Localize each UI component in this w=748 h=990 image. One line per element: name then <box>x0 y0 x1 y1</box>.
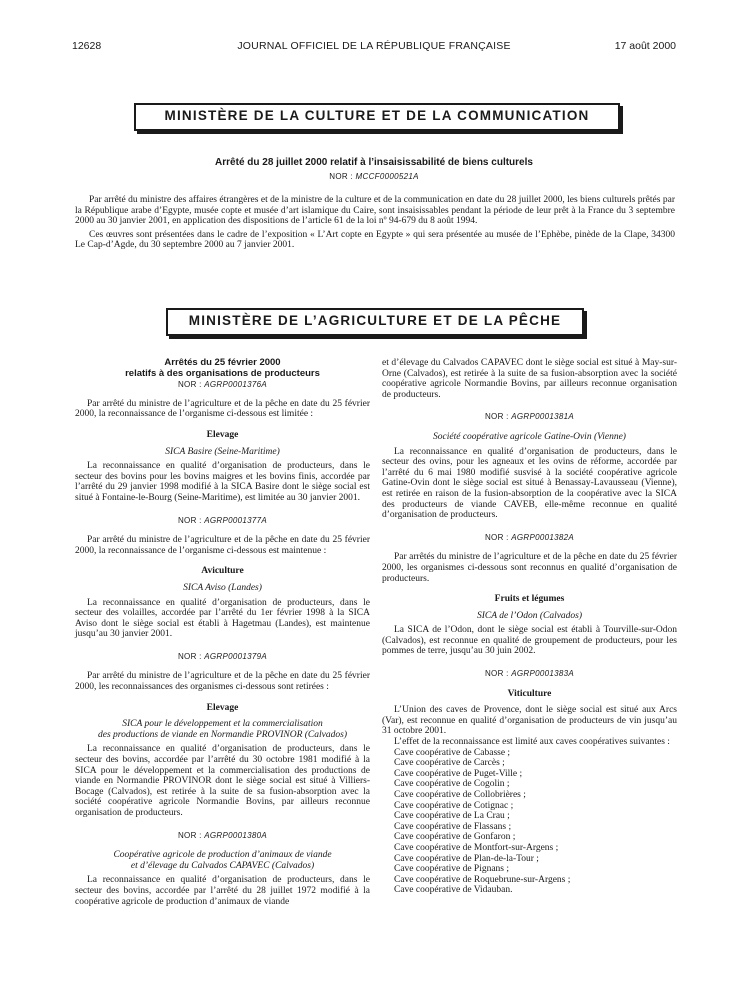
ministry-agriculture-heading: MINISTÈRE DE L’AGRICULTURE ET DE LA PÊCHE <box>166 308 584 336</box>
paragraph: La reconnaissance en qualité d’organisation de producteurs, dans le secteur des bovins pour les bovins maigres et les bovins finis, accordée par l’arrêté du 29 janvier 1998 modifié à la SICA Basire dont le siège social est situé à Fontaine-le-Bourg (Seine-Maritime), est limitée au 30 janvier 2001. <box>75 461 370 503</box>
journal-title: JOURNAL OFFICIEL DE LA RÉPUBLIQUE FRANÇAISE <box>237 40 511 52</box>
nor-code: AGRP0001383A <box>511 669 575 679</box>
list-item: Cave coopérative de Cotignac ; <box>394 800 514 811</box>
paragraph: Par arrêté du ministre de l’agriculture et de la pêche en date du 25 février 2000, les reconnaissances des organismes ci-dessous sont retirées : <box>75 671 370 693</box>
paragraph: Ces œuvres sont présentées dans le cadre de l’exposition « L’Art copte en Egypte » qui sera présentée au musée de l’Ephèbe, pinède de la Clape, 34300 Le Cap-d’Agde, du 30 septembre 2000 au 7 janvier 2001. <box>75 229 675 251</box>
list-item: Cave coopérative de Collobrières ; <box>394 790 526 800</box>
list-item: Cave coopérative de Pignans ; <box>394 864 510 875</box>
arrete-culture-body <box>75 195 675 254</box>
arretes-subtitle: relatifs à des organisations de producteurs <box>125 367 320 379</box>
paragraph: La reconnaissance en qualité d’organisation de producteurs, dans le secteur des volailles, accordée par l’arrêté du 1er février 1998 à la SICA Aviso dont le siège social est établi à Hagetmau (Landes), est maintenue jusqu’au 30 janvier 2001. <box>75 597 370 640</box>
arrete-culture-title: Arrêté du 28 juillet 2000 relatif à l’insaisissabilité de biens culturels <box>215 157 533 168</box>
organisation-name: Société coopérative agricole Gatine-Ovin (Vienne) <box>433 431 626 442</box>
nor-code: AGRP0001381A <box>511 412 575 422</box>
nor-label: NOR : <box>329 172 353 181</box>
nor-label: NOR : <box>177 380 202 390</box>
nor-label: NOR : <box>177 651 202 661</box>
nor-code: AGRP0001380A <box>204 830 268 840</box>
list-item: Cave coopérative de Flassans ; <box>394 821 512 832</box>
right-column <box>382 358 677 896</box>
left-column <box>75 358 370 907</box>
paragraph: La reconnaissance en qualité d’organisation de producteurs, dans le secteur des ovins, pour les agneaux et les ovins de réforme, accordée par l’arrêté du 6 mai 1980 modifié susvisé à la société coopérative agricole Gatine-Ovin dont le siège social est situé à Benassay-Lavausseau (Vienne), est retirée en raison de la fusion-absorption de la coopérative avec la SICA des producteurs de viande CAVEB, elle-même reconnue en qualité d’organisation de producteurs. <box>382 446 677 521</box>
list-item: Cave coopérative de Plan-de-la-Tour ; <box>394 853 539 864</box>
nor-reference <box>382 669 677 680</box>
list-item: Cave coopérative de Gonfaron ; <box>394 832 516 843</box>
nor-label: NOR : <box>484 669 509 679</box>
page-header <box>72 40 676 56</box>
list-item: Cave coopérative de Cogolin ; <box>394 779 510 790</box>
paragraph: Par arrêté du ministre de l’agriculture et de la pêche en date du 25 février 2000, la reconnaissance de l’organisme ci-dessous est limitée : <box>75 398 370 420</box>
organisation-name-cont: et d’élevage du Calvados CAPAVEC (Calvados) <box>130 860 315 871</box>
rubric-heading: Fruits et légumes <box>494 594 565 605</box>
list-item: Cave coopérative de Roquebrune-sur-Argens ; <box>394 874 571 885</box>
nor-reference <box>382 533 677 544</box>
organisation-name: SICA de l’Odon (Calvados) <box>476 610 583 621</box>
list-item: Cave coopérative de La Crau ; <box>394 811 510 822</box>
nor-label: NOR : <box>177 515 202 525</box>
organisation-name: SICA pour le développement et la commercialisation <box>122 719 323 730</box>
rubric-heading: Elevage <box>206 702 239 713</box>
nor-reference <box>72 172 676 181</box>
organisation-name: SICA Aviso (Landes) <box>183 582 262 593</box>
nor-reference <box>75 516 370 527</box>
caves-list <box>382 748 677 896</box>
nor-code: AGRP0001382A <box>511 532 575 542</box>
page-number: 12628 <box>72 40 102 52</box>
paragraph: et d’élevage du Calvados CAPAVEC dont le siège social est situé à May-sur-Orne (Calvados), est retirée à la suite de sa fusion-absorption avec la société coopérative agricole Normandie Bovins, par ailleurs reconnue organisation de producteurs. <box>382 358 677 400</box>
list-item: Cave coopérative de Vidauban. <box>394 885 513 896</box>
nor-code: AGRP0001377A <box>204 515 268 525</box>
ministry-culture-heading: MINISTÈRE DE LA CULTURE ET DE LA COMMUNICATION <box>134 103 620 131</box>
organisation-name: SICA Basire (Seine-Maritime) <box>165 446 280 457</box>
rubric-heading: Aviculture <box>201 566 244 577</box>
paragraph: L’Union des caves de Provence, dont le siège social est situé aux Arcs (Var), est reconnue en qualité d’organisation de producteurs de vin jusqu’au 31 octobre 2001. <box>382 705 677 737</box>
paragraph: Par arrêté du ministre des affaires étrangères et de la ministre de la culture et de la communication en date du 28 juillet 2000, les biens culturels prêtés par la République arabe d’Egypte, musée copte et musée d’art islamique du Caire, sont insaisissables pendant la période de leur prêt à la France du 3 septembre 2000 au 30 janvier 2001, en application des dispositions de l’article 61 de la loi nº 94-679 du 8 août 1994. <box>75 195 675 227</box>
nor-label: NOR : <box>484 532 509 542</box>
paragraph: Par arrêtés du ministre de l’agriculture et de la pêche en date du 25 février 2000, les organismes ci-dessous sont reconnus en qualité d’organisation de producteurs. <box>382 552 677 584</box>
arretes-title: Arrêtés du 25 février 2000 <box>164 357 281 368</box>
paragraph: La reconnaissance en qualité d’organisation de producteurs, dans le secteur des bovins, accordée par l’arrêté du 30 octobre 1981 modifié à la SICA pour le développement et la commercialisation des productions de viande en Normandie PROVINOR dont le siège social est situé à Villiers-Bocage (Calvados), est retirée à la suite de sa fusion-absorption avec la société coopérative agricole Normandie Bovins, par ailleurs reconnue organisation de producteurs. <box>75 744 370 818</box>
list-item: Cave coopérative de Montfort-sur-Argens ; <box>394 842 559 853</box>
nor-reference <box>75 652 370 663</box>
list-item: Cave coopérative de Puget-Ville ; <box>394 768 523 779</box>
rubric-heading: Viticulture <box>507 688 552 699</box>
list-item: Cave coopérative de Carcès ; <box>394 758 505 769</box>
nor-label: NOR : <box>484 412 509 422</box>
nor-code: AGRP0001379A <box>204 651 268 661</box>
organisation-name: Coopérative agricole de production d’animaux de viande <box>113 850 332 861</box>
paragraph: L’effet de la reconnaissance est limité aux caves coopératives suivantes : <box>394 737 670 748</box>
list-item: Cave coopérative de Cabasse ; <box>394 747 511 758</box>
paragraph: La reconnaissance en qualité d’organisation de producteurs, dans le secteur des bovins, accordée par l’arrêté du 28 juillet 1972 modifié à la coopérative agricole de production d’animaux de viande <box>75 875 370 907</box>
nor-code: AGRP0001376A <box>204 380 268 390</box>
nor-reference <box>382 412 677 423</box>
nor-code: MCCF0000521A <box>355 172 419 181</box>
nor-label: NOR : <box>177 830 202 840</box>
paragraph: Par arrêté du ministre de l’agriculture et de la pêche en date du 25 février 2000, la reconnaissance de l’organisme ci-dessous est maintenue : <box>75 535 370 556</box>
paragraph: La SICA de l’Odon, dont le siège social est établi à Tourville-sur-Odon (Calvados), est reconnue en qualité de groupement de producteurs, pour les pommes de terre, jusqu’au 30 juin 2002. <box>382 625 677 657</box>
nor-reference <box>75 380 370 391</box>
rubric-heading: Elevage <box>206 429 239 440</box>
nor-reference <box>75 831 370 842</box>
issue-date: 17 août 2000 <box>614 40 676 52</box>
organisation-name-cont: des productions de viande en Normandie PROVINOR (Calvados) <box>98 729 347 740</box>
